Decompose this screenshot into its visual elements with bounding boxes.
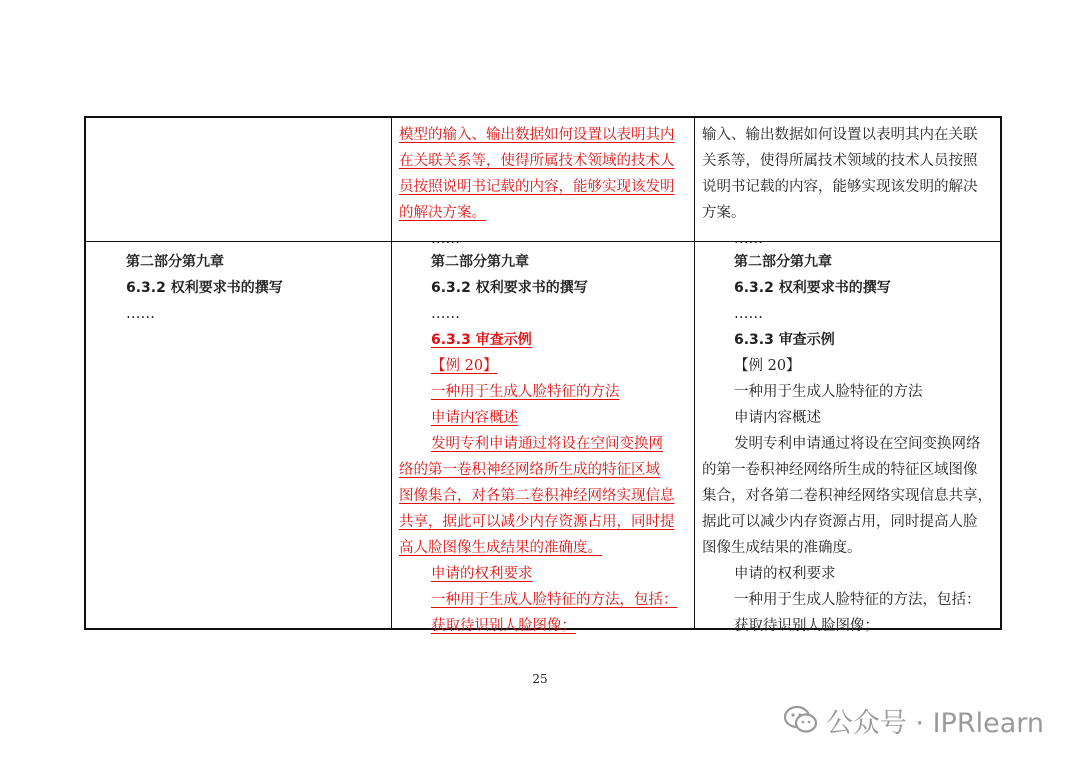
text-line: 的解决方案。 xyxy=(399,205,486,221)
chapter-heading: 第二部分第九章 xyxy=(734,254,832,270)
text-line: 图像生成结果的准确度。 xyxy=(702,540,862,556)
ellipsis: …… xyxy=(734,231,763,247)
ellipsis: …… xyxy=(734,306,763,322)
text-line: 关系等，使得所属技术领域的技术人员按照 xyxy=(702,153,978,169)
top-row-final-cell xyxy=(702,122,998,252)
text-line: 一种用于生成人脸特征的方法 xyxy=(734,384,923,400)
example-label: 【例 20】 xyxy=(431,358,498,374)
wechat-icon xyxy=(784,705,818,735)
section-heading: 6.3.2 权利要求书的撰写 xyxy=(734,280,891,296)
text-line: 获取待识别人脸图像； xyxy=(734,618,879,634)
text-line: 一种用于生成人脸特征的方法 xyxy=(431,384,620,400)
text-line: 申请内容概述 xyxy=(734,410,821,426)
ellipsis: …… xyxy=(431,306,460,322)
watermark xyxy=(784,700,1044,740)
text-line: 一种用于生成人脸特征的方法，包括： xyxy=(734,592,981,608)
text-line: 输入、输出数据如何设置以表明其内在关联 xyxy=(702,127,978,143)
column-divider xyxy=(694,118,695,628)
revised-text-cell xyxy=(399,249,691,639)
text-line: 共享，据此可以减少内存资源占用，同时提 xyxy=(399,514,675,530)
text-line: 图像集合，对各第二卷积神经网络实现信息 xyxy=(399,488,675,504)
text-line: 的第一卷积神经网络所生成的特征区域图像 xyxy=(702,462,978,478)
original-text-cell xyxy=(94,249,384,327)
text-line: 集合，对各第二卷积神经网络实现信息共享， xyxy=(702,488,992,504)
section-heading: 6.3.3 审查示例 xyxy=(734,332,835,348)
section-heading: 6.3.3 审查示例 xyxy=(431,332,532,348)
text-line: 说明书记载的内容，能够实现该发明的解决 xyxy=(702,179,978,195)
text-line: 获取待识别人脸图像； xyxy=(431,618,576,634)
ellipsis: …… xyxy=(126,306,155,322)
text-line: 络的第一卷积神经网络所生成的特征区域 xyxy=(399,462,660,478)
text-line: 申请的权利要求 xyxy=(734,566,836,582)
page-number: 25 xyxy=(532,672,548,686)
text-line: 方案。 xyxy=(702,205,746,221)
text-line: 发明专利申请通过将设在空间变换网络 xyxy=(734,436,981,452)
column-divider xyxy=(391,118,392,628)
chapter-heading: 第二部分第九章 xyxy=(431,254,529,270)
ellipsis: …… xyxy=(431,231,460,247)
text-line: 员按照说明书记载的内容，能够实现该发明 xyxy=(399,179,675,195)
text-line: 模型的输入、输出数据如何设置以表明其内 xyxy=(399,127,675,143)
section-heading: 6.3.2 权利要求书的撰写 xyxy=(126,280,283,296)
text-line: 在关联关系等，使得所属技术领域的技术人 xyxy=(399,153,675,169)
top-row-revised-cell xyxy=(399,122,689,252)
text-line: 一种用于生成人脸特征的方法，包括： xyxy=(431,592,678,608)
chapter-heading: 第二部分第九章 xyxy=(126,254,224,270)
text-line: 高人脸图像生成结果的准确度。 xyxy=(399,540,602,556)
text-line: 申请的权利要求 xyxy=(431,566,533,582)
text-line: 申请内容概述 xyxy=(431,410,518,426)
text-line: 发明专利申请通过将设在空间变换网 xyxy=(431,436,663,452)
watermark-text: 公众号 · IPRlearn xyxy=(825,707,1044,739)
final-text-cell xyxy=(702,249,998,639)
comparison-table xyxy=(84,116,1002,634)
example-label: 【例 20】 xyxy=(734,358,801,374)
section-heading: 6.3.2 权利要求书的撰写 xyxy=(431,280,588,296)
text-line: 据此可以减少内存资源占用，同时提高人脸 xyxy=(702,514,978,530)
